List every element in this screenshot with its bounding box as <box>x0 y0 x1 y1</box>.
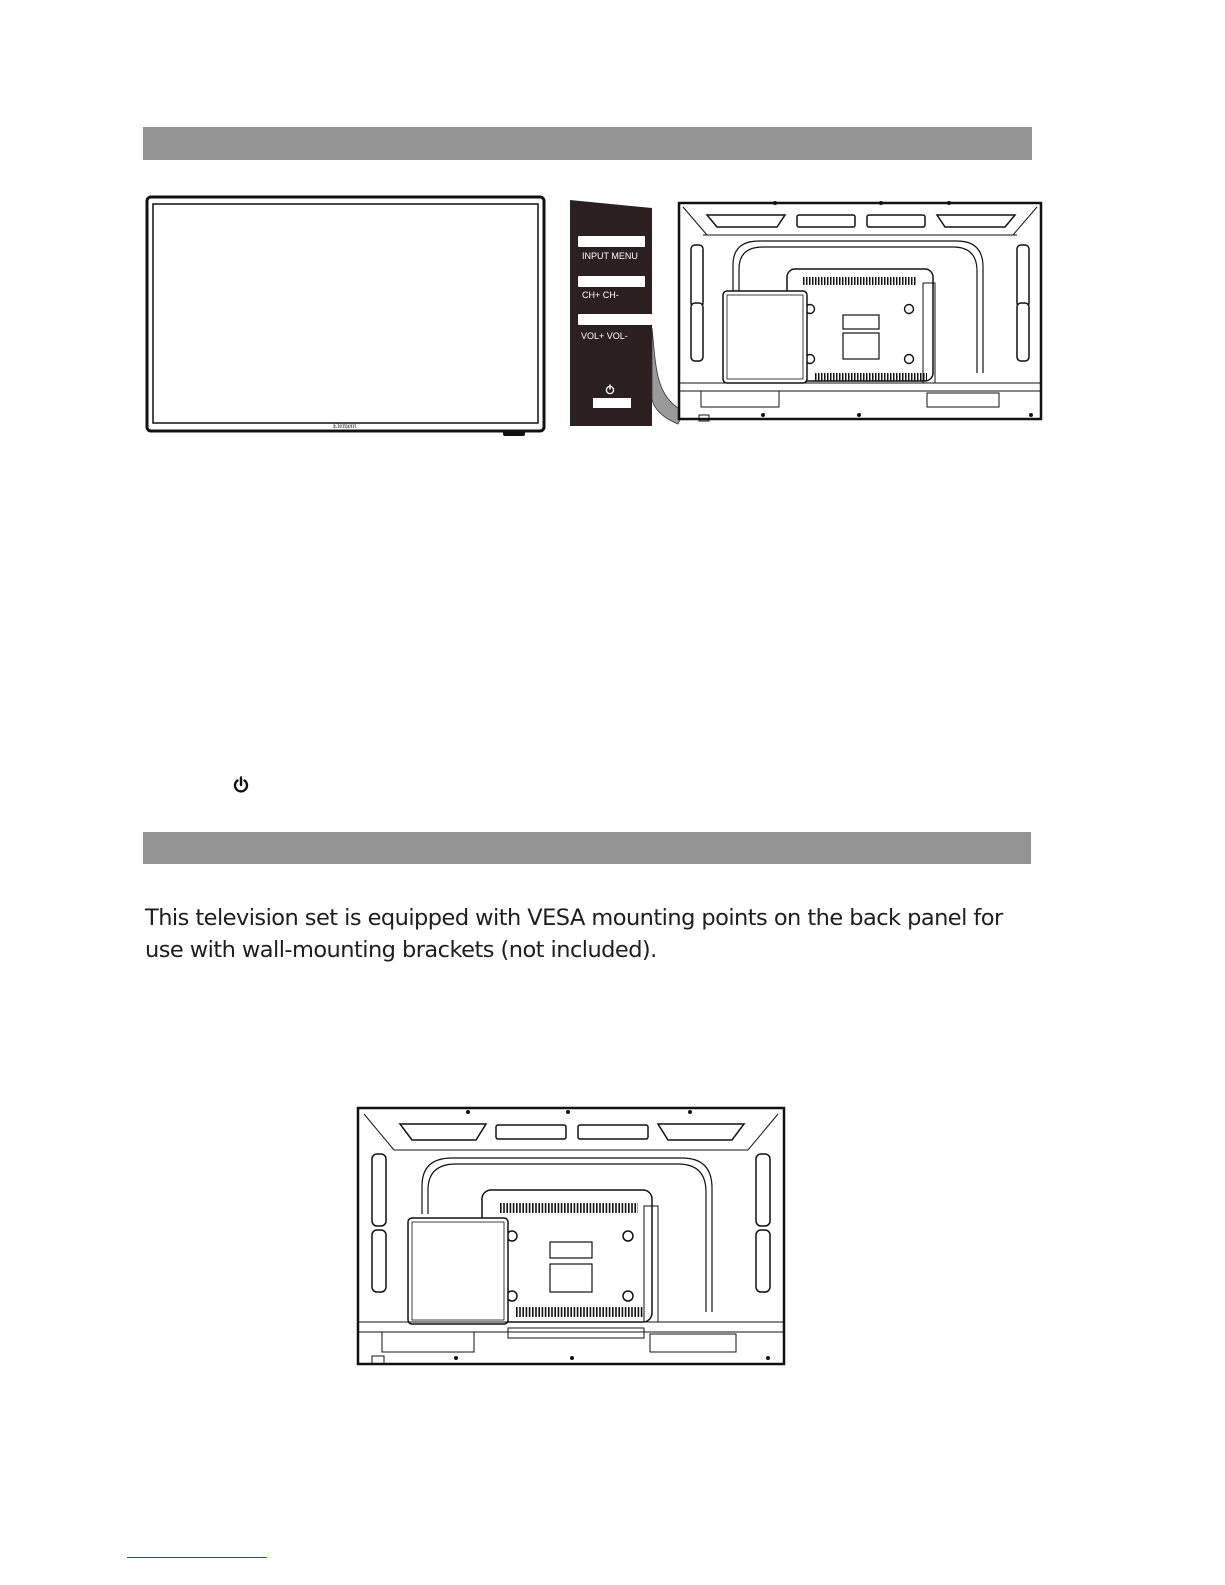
wall-mounting-description: This television set is equipped with VESA mounting points on the back panel for use with wall-mounting brackets (not included). <box>145 905 1003 963</box>
section-header-bar-controls <box>143 127 1032 160</box>
control-panel-closeup <box>566 198 686 430</box>
input-menu-label: INPUT MENU <box>582 251 638 261</box>
ch-button <box>578 276 645 287</box>
power-button <box>593 398 631 408</box>
tv-back-view-top <box>677 183 1057 425</box>
brand-logo: Element <box>333 422 357 430</box>
tv-button-nub <box>503 431 525 436</box>
tv-front-view <box>145 195 547 437</box>
footer-link-underline <box>127 1557 267 1558</box>
tv-back-view-bottom <box>356 1088 802 1370</box>
ch-label: CH+ CH- <box>582 290 619 300</box>
input-menu-button <box>578 236 645 247</box>
section-header-bar-wall-mounting <box>143 832 1031 864</box>
power-icon <box>231 775 251 795</box>
vol-button <box>578 314 652 325</box>
vol-label: VOL+ VOL- <box>581 331 628 341</box>
